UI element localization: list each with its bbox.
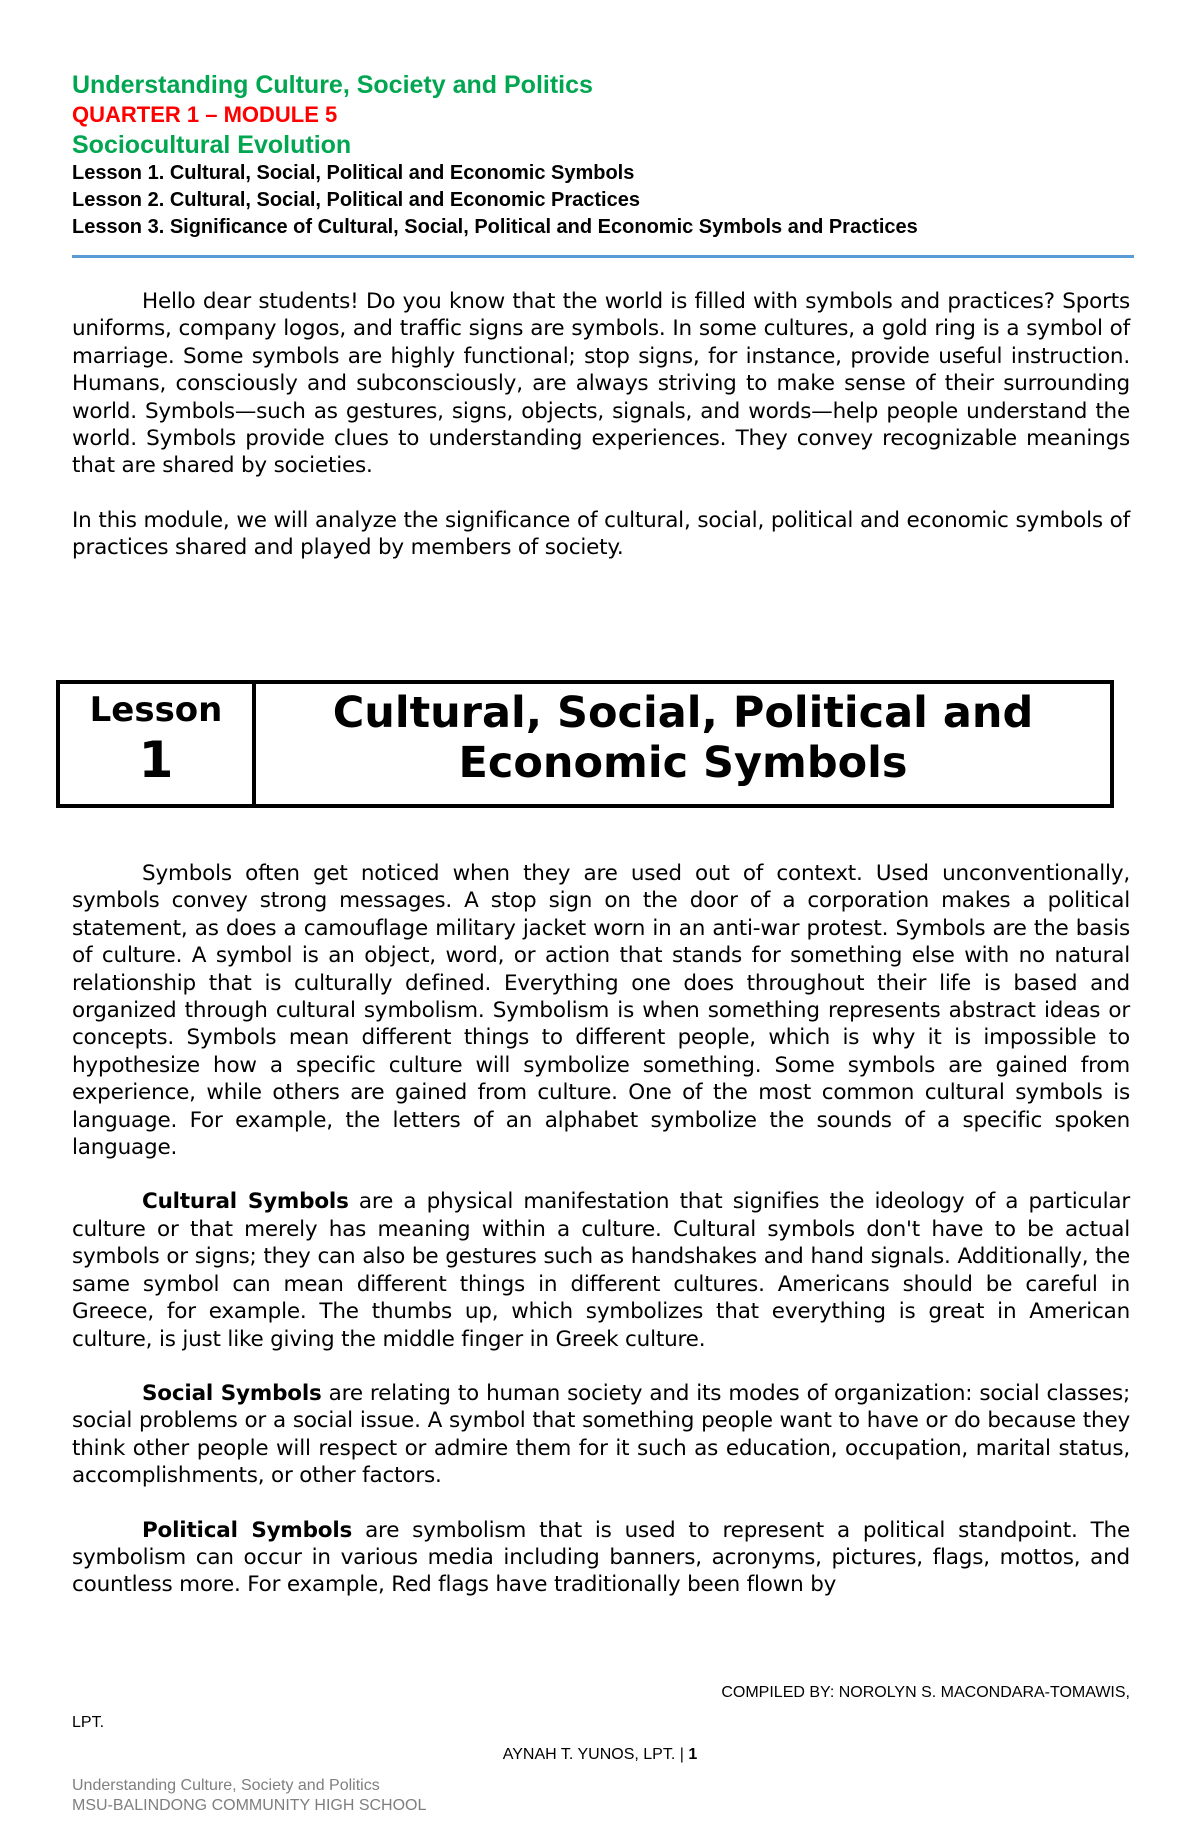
footer-school [72,1776,426,1816]
compiled-by-line-2: LPT. [72,1714,105,1731]
lesson-1-paragraph-cultural [72,1188,1130,1352]
lesson-1-body [72,860,1130,1599]
lesson-number-cell [60,684,256,804]
page-number: 1 [688,1746,698,1763]
social-symbols-term: Social Symbols [142,1380,322,1406]
lesson-list-item-1: Lesson 1. Cultural, Social, Political and Economic Symbols [72,162,635,184]
lesson-title-cell [256,684,1110,804]
footer-page-info [0,1746,1200,1764]
header-divider [72,255,1134,258]
political-symbols-term: Political Symbols [142,1517,353,1543]
lesson-title-box [56,680,1114,808]
intro-paragraph-2: In this module, we will analyze the significance of cultural, social, political and economic symbols of practices shared and played by members of society. [72,507,1130,561]
footer-course-name: Understanding Culture, Society and Politics [72,1777,380,1794]
lesson-1-paragraph-political [72,1517,1130,1599]
course-title: Understanding Culture, Society and Politics [72,71,593,99]
compiled-by-line-1: COMPILED BY: NOROLYN S. MACONDARA-TOMAWIS, [721,1684,1130,1701]
lesson-word: Lesson [89,690,223,730]
footer-compiled-by [72,1678,1130,1738]
intro-paragraph-1: Hello dear students! Do you know that the world is filled with symbols and practices? Sports uniforms, company logos, and traffic signs are symbols. In some cultures, a gold ring is a symbol of marriage. Some symbols are highly functional; stop signs, for instance, provide useful instruction. Humans, consciously and subconsciously, are always striving to make sense of their surrounding world. Symbols—such as gestures, signs, objects, signals, and words—help people understand the world. Symbols provide clues to understanding experiences. They convey recognizable meanings that are shared by societies. [72,289,1130,479]
lesson-1-paragraph-symbols: Symbols often get noticed when they are used out of context. Used unconventionally, symbols convey strong messages. A stop sign on the door of a corporation makes a political statement, as does a camouflage military jacket worn in an anti-war protest. Symbols are the basis of culture. A symbol is an object, word, or action that stands for something else with no natural relationship that is culturally defined. Everything one does throughout their life is based and organized through cultural symbolism. Symbolism is when something represents abstract ideas or concepts. Symbols mean different things to different people, which is why it is impossible to hypothesize how a specific culture will symbolize something. Some symbols are gained from experience, while others are gained from culture. One of the most common cultural symbols is language. For example, the letters of an alphabet symbolize the sounds of a specific spoken language. [72,861,1130,1161]
political-symbols-text: are symbolism that is used to represent a political standpoint. The symbolism can occur in various media including banners, acronyms, pictures, flags, mottos, and countless more. For example, Red flags have traditionally been flown by [72,1517,1130,1598]
social-symbols-text: are relating to human society and its modes of organization: social classes; social problems or a social issue. A symbol that something people want to have or do because they think other people will respect or admire them for it such as education, occupation, marital status, accomplishments, or other factors. [72,1380,1130,1489]
footer-author: AYNAH T. YUNOS, LPT. | [502,1746,684,1763]
cultural-symbols-text: are a physical manifestation that signifies the ideology of a particular culture or that merely has meaning within a culture. Cultural symbols don't have to be actual symbols or signs; they can also be gestures such as handshakes and hand signals. Additionally, the same symbol can mean different things in different cultures. Americans should be careful in Greece, for example. The thumbs up, which symbolizes that everything is great in American culture, is just like giving the middle finger in Greek culture. [72,1189,1130,1352]
lesson-1-paragraph-social [72,1380,1130,1490]
lesson-title-line-2: Economic Symbols [458,738,908,788]
lesson-number: 1 [138,731,174,789]
cultural-symbols-term: Cultural Symbols [142,1189,349,1215]
lesson-list-item-3: Lesson 3. Significance of Cultural, Social, Political and Economic Symbols and Practices [72,216,918,238]
module-subtitle: Sociocultural Evolution [72,131,352,159]
lesson-list-item-2: Lesson 2. Cultural, Social, Political and Economic Practices [72,189,640,211]
footer-school-name: MSU-BALINDONG COMMUNITY HIGH SCHOOL [72,1797,427,1814]
quarter-module-label: QUARTER 1 – MODULE 5 [72,102,338,127]
module-header [72,70,1130,562]
lesson-title-line-1: Cultural, Social, Political and [332,688,1034,738]
